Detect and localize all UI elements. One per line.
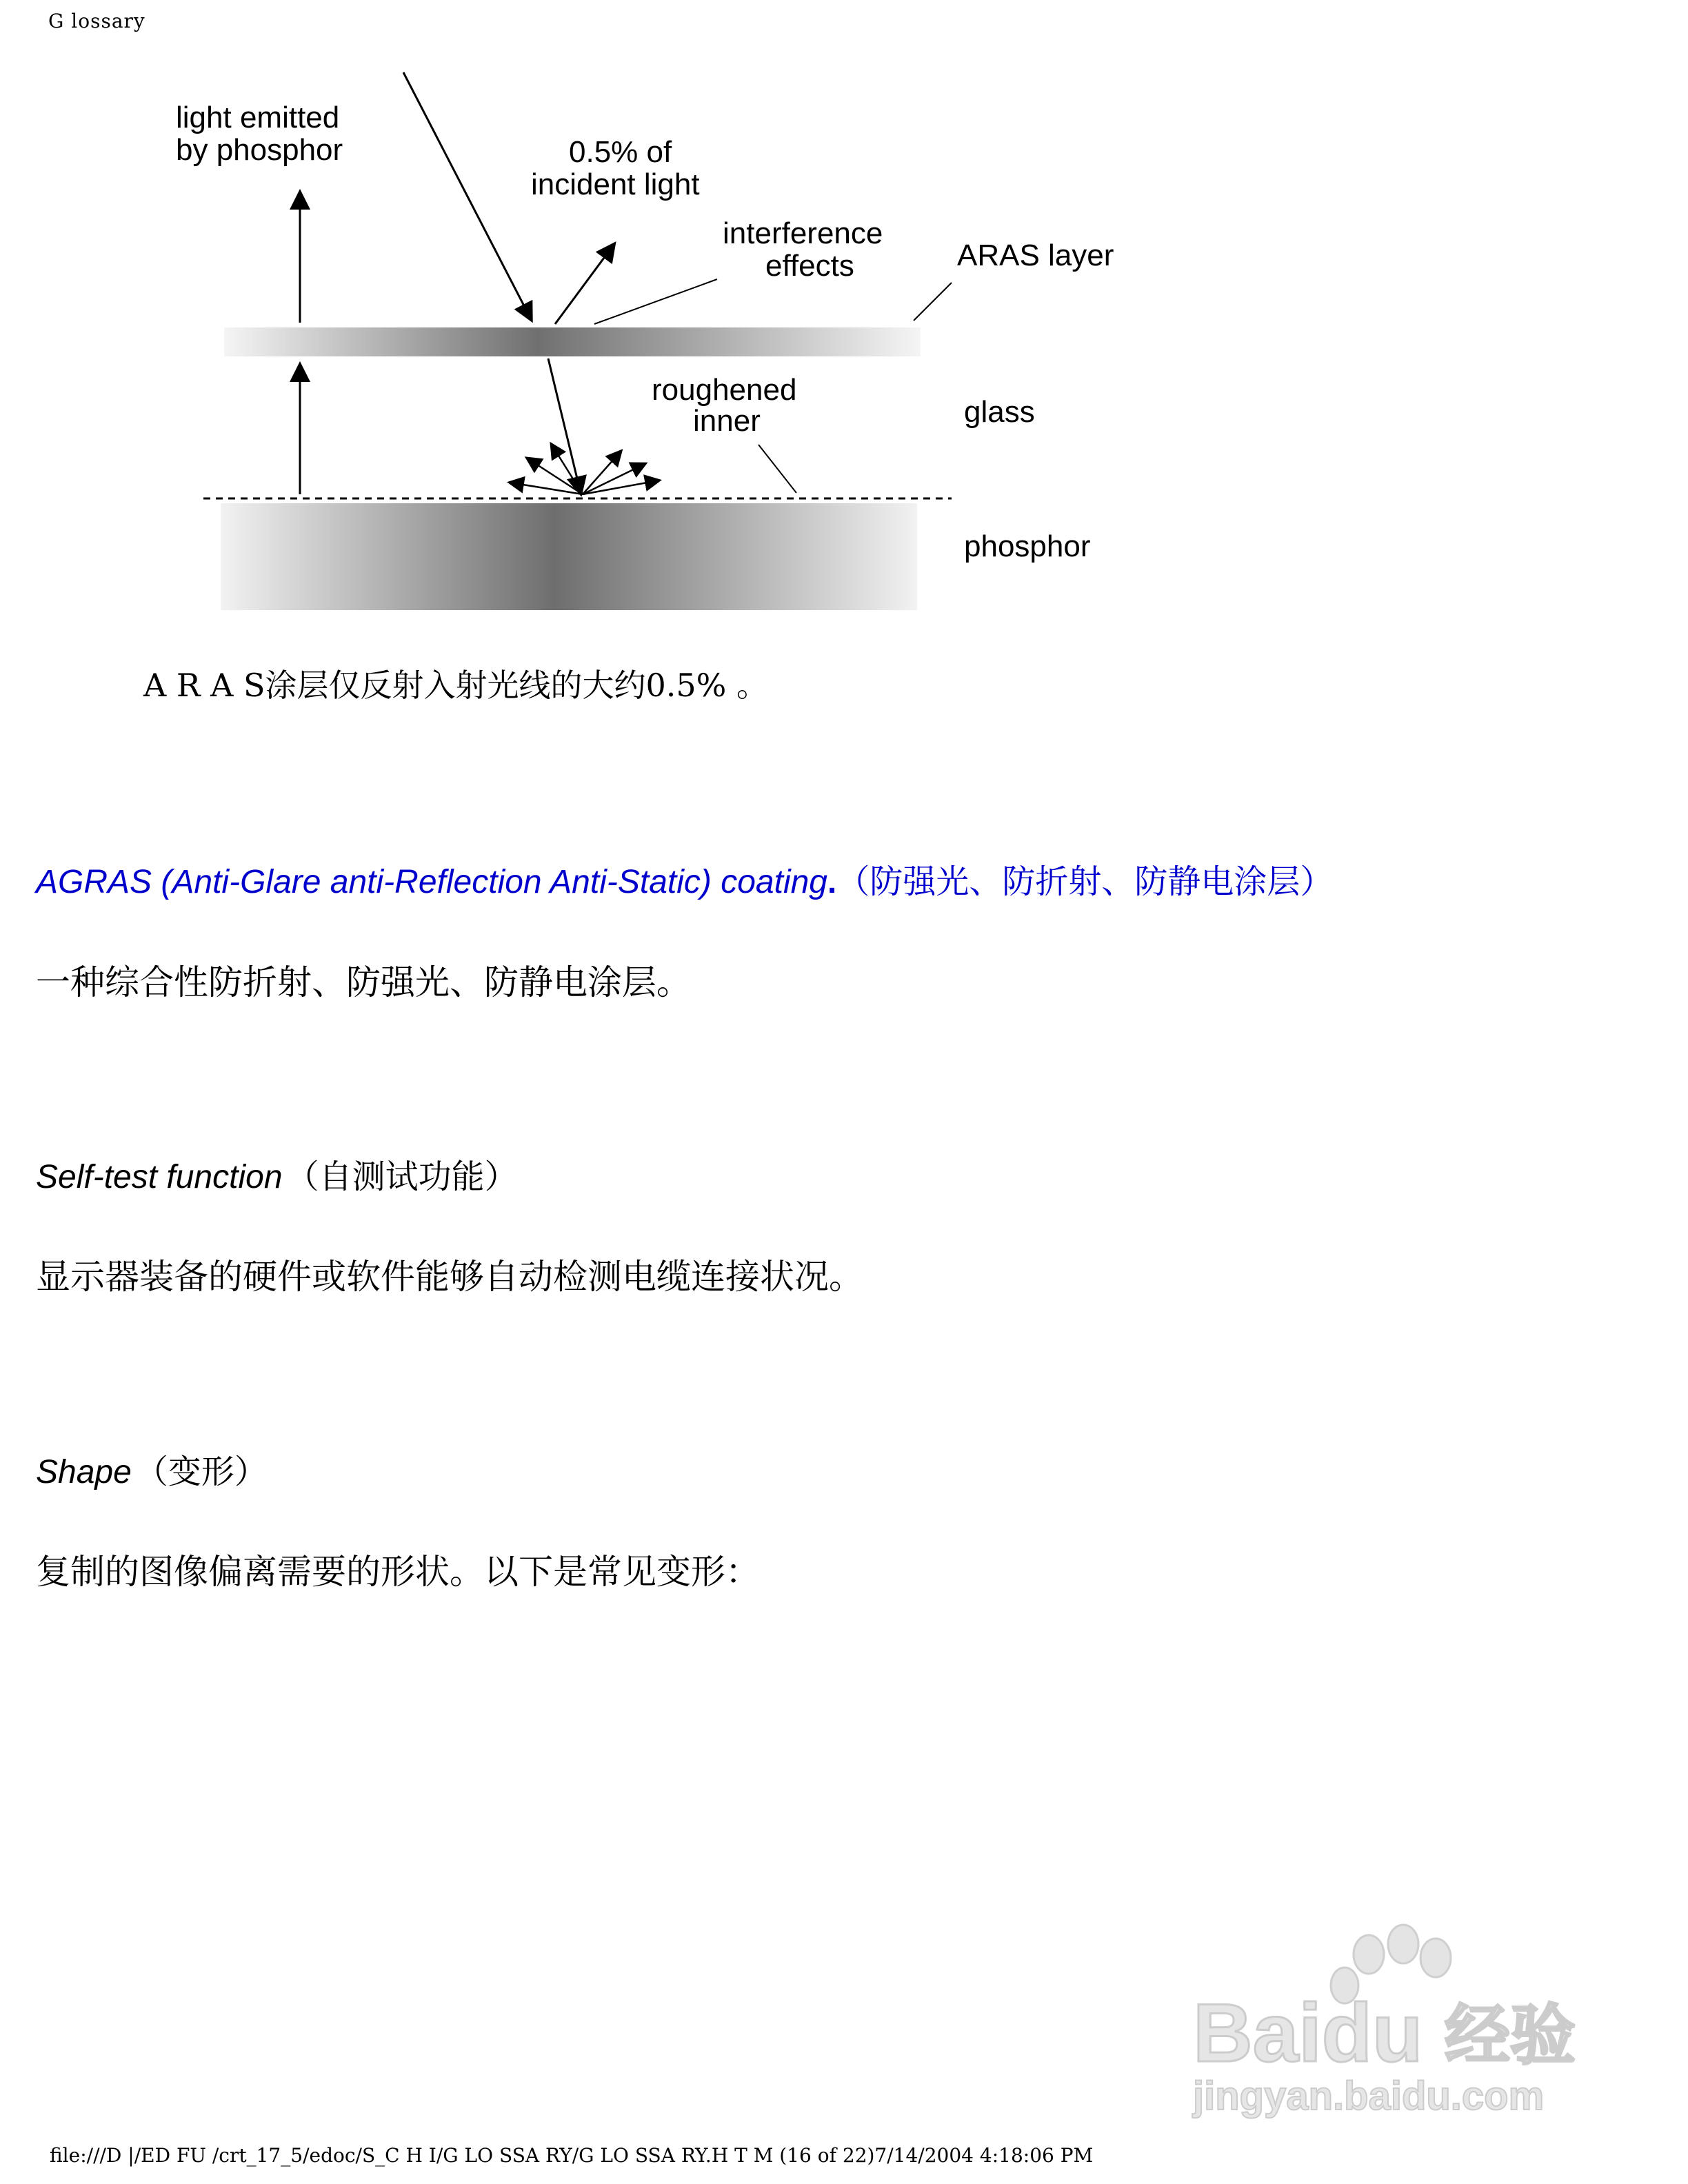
- shape-heading: [36, 1445, 268, 1493]
- shape-term-cn: （变形）: [134, 1453, 268, 1491]
- label-roughened-1: roughened: [652, 373, 797, 407]
- agras-term-punct: .: [827, 864, 837, 900]
- selftest-term: Self-test function: [36, 1159, 283, 1195]
- label-roughened-2: inner: [693, 404, 761, 438]
- aras-pointer: [914, 283, 952, 321]
- label-phosphor: phosphor: [964, 529, 1091, 563]
- label-incident-2: incident light: [531, 168, 700, 201]
- label-incident-1: 0.5% of: [569, 135, 672, 169]
- label-glass: glass: [964, 395, 1035, 429]
- phosphor-band: [221, 503, 917, 610]
- agras-heading: [36, 855, 1333, 902]
- watermark-product: 经验: [1445, 1998, 1576, 2074]
- roughened-pointer: [758, 445, 796, 493]
- label-light-emitted-1: light emitted: [176, 101, 340, 134]
- aras-layer-band: [224, 327, 921, 356]
- agras-definition: 一种综合性防折射、防强光、防静电涂层。: [36, 962, 691, 1002]
- watermark-url: jingyan.baidu.com: [1193, 2074, 1545, 2119]
- label-aras-layer: ARAS layer: [957, 239, 1114, 272]
- label-light-emitted-2: by phosphor: [176, 133, 343, 167]
- diagram-caption: A R A S涂层仅反射入射光线的大约0.5% 。: [143, 667, 768, 704]
- watermark-brand: Baidu: [1193, 1987, 1423, 2079]
- shape-definition: 复制的图像偏离需要的形状。以下是常见变形：: [36, 1552, 760, 1592]
- agras-term: AGRAS (Anti-Glare anti-Reflection Anti-Static) coating: [36, 864, 827, 900]
- reflected-arrow: [555, 245, 614, 324]
- selftest-heading: [36, 1150, 518, 1197]
- page-footer-path: file:///D |/ED FU /crt_17_5/edoc/S_C H I/G LO SSA RY/G LO SSA RY.H T M (16 of 22)7/14/2004 4:18:06 PM: [50, 2144, 1094, 2167]
- baidu-jingyan-watermark: [1186, 1917, 1600, 2123]
- page-header: G lossary: [48, 10, 145, 32]
- aras-diagram: [159, 59, 1158, 624]
- interference-pointer: [594, 279, 717, 324]
- agras-term-cn: （防强光、防折射、防静电涂层）: [836, 862, 1334, 901]
- label-interference-1: interference: [723, 216, 883, 250]
- label-interference-2: effects: [765, 249, 854, 283]
- incident-arrow: [403, 72, 531, 319]
- shape-term: Shape: [36, 1454, 132, 1490]
- selftest-term-cn: （自测试功能）: [285, 1157, 518, 1196]
- selftest-definition: 显示器装备的硬件或软件能够自动检测电缆连接状况。: [36, 1257, 863, 1297]
- scatter-arrows: [510, 445, 659, 494]
- transmitted-arrow: [548, 358, 581, 493]
